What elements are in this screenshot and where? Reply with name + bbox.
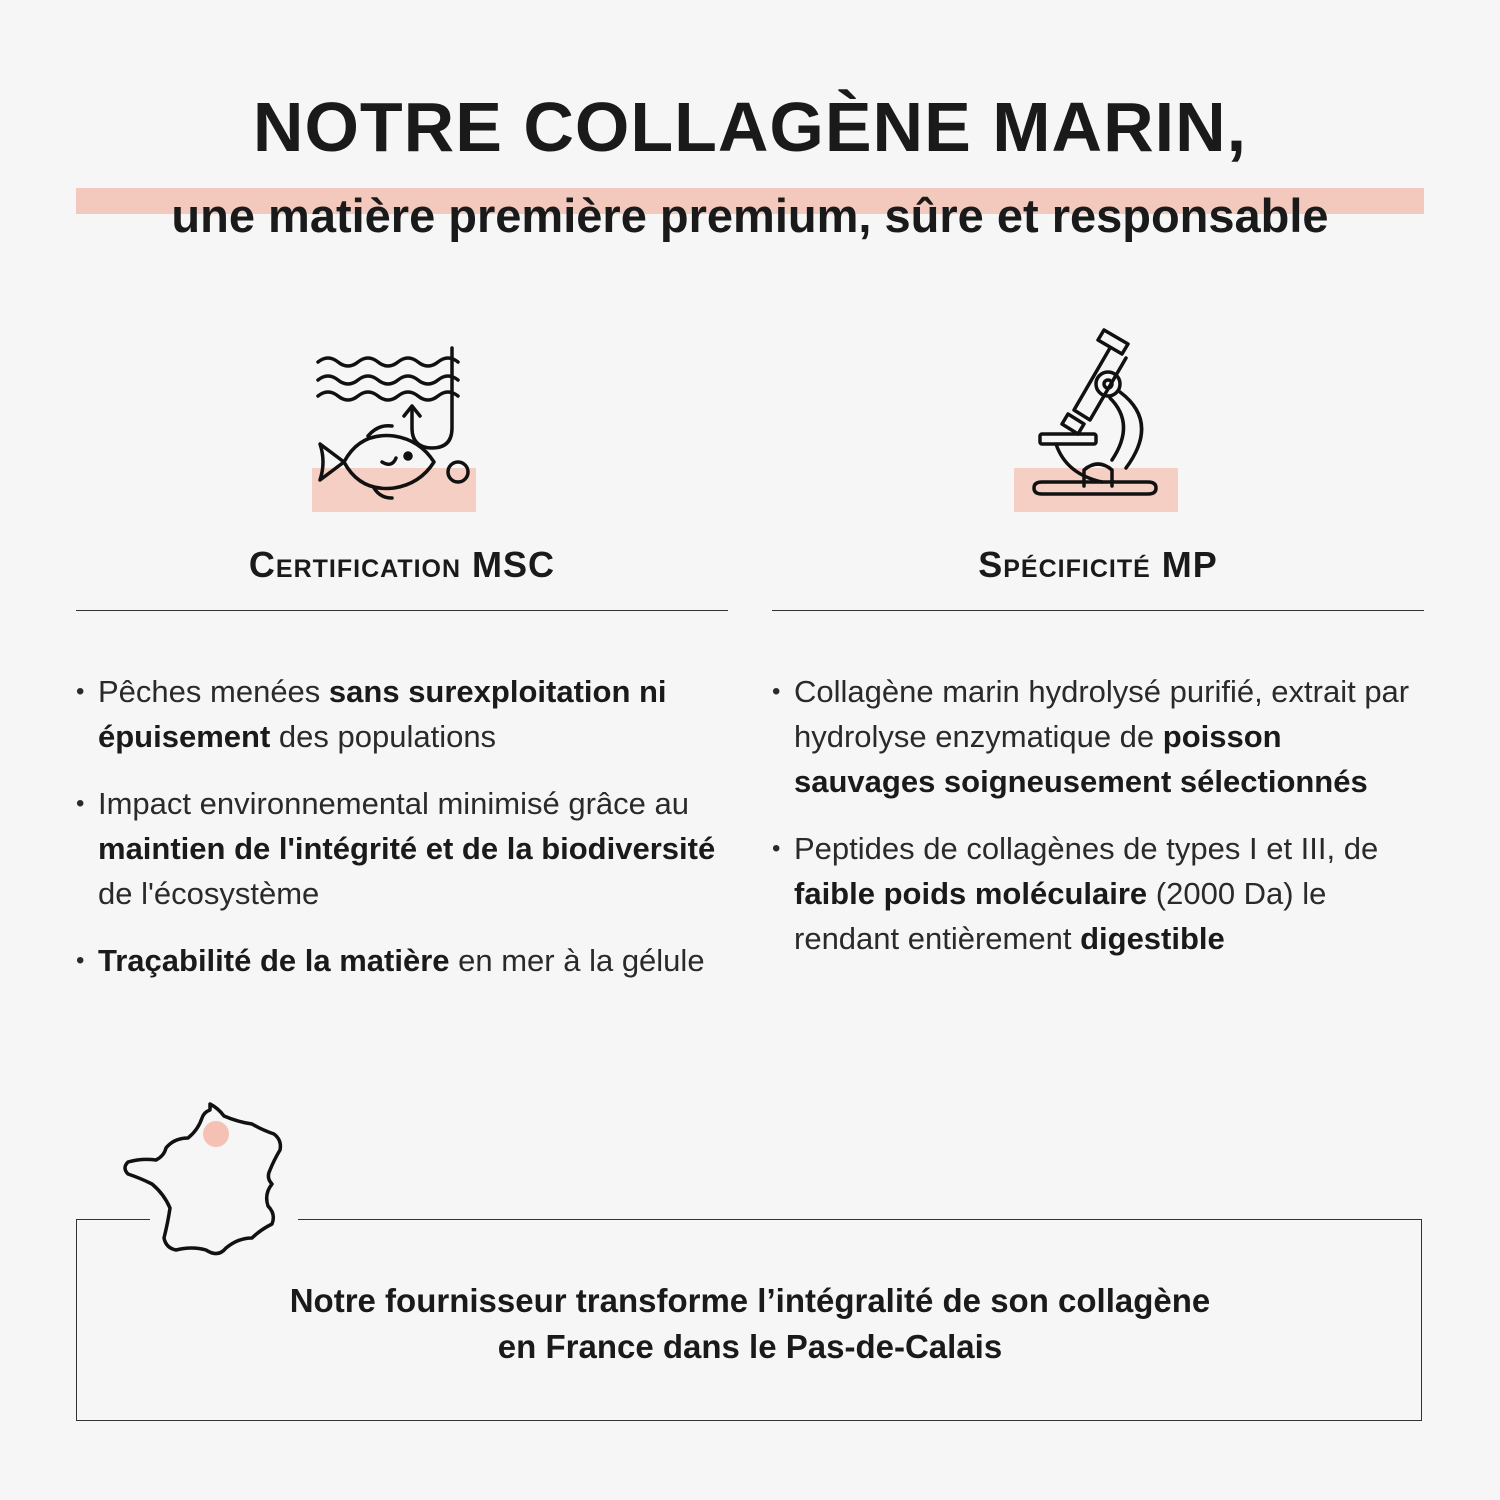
bullet-emphasis: poisson sauvages soigneusement sélectionnés	[794, 719, 1368, 799]
bullet-text: Impact environnemental minimisé grâce au	[98, 786, 689, 821]
bullet-item	[76, 781, 728, 916]
column-icon-area	[76, 320, 728, 520]
page-subtitle: une matière première premium, sûre et responsable	[171, 189, 1329, 242]
bullet-emphasis: faible poids moléculaire	[794, 876, 1148, 911]
bullet-text: de l'écosystème	[98, 876, 320, 911]
bullet-list	[772, 669, 1424, 961]
column-heading: Spécificité MP	[978, 544, 1218, 585]
column-msc	[76, 320, 728, 1005]
bullet-text: (2000 Da) le rendant entièrement	[794, 876, 1327, 956]
bullet-emphasis: digestible	[1080, 921, 1225, 956]
bullet-text: Collagène marin hydrolysé purifié, extrait par hydrolyse enzymatique de	[794, 674, 1410, 754]
bullet-emphasis: Traçabilité de la matière	[98, 943, 450, 978]
divider	[76, 610, 728, 611]
bullet-item	[76, 669, 728, 759]
bullet-text: Peptides de collagènes de types I et III, de	[794, 831, 1379, 866]
supplier-line-1: Notre fournisseur transforme l’intégralité de son collagène	[289, 1282, 1211, 1319]
bullet-text: des populations	[270, 719, 497, 754]
column-heading: Certification MSC	[248, 544, 556, 585]
bullet-item	[76, 938, 728, 983]
subtitle-block	[76, 186, 1424, 246]
bullet-emphasis: maintien de l'intégrité et de la biodiversité	[98, 831, 716, 866]
divider	[772, 610, 1424, 611]
fish-hook-waves-icon	[312, 320, 482, 510]
column-mp	[772, 320, 1424, 983]
supplier-statement	[0, 1278, 1500, 1370]
bullet-text: en mer à la gélule	[449, 943, 705, 978]
supplier-line-2: en France dans le Pas-de-Calais	[497, 1328, 1003, 1365]
bullet-item	[772, 669, 1424, 804]
page-title: NOTRE COLLAGÈNE MARIN,	[252, 88, 1248, 166]
column-icon-area	[772, 320, 1424, 520]
bullet-emphasis: sans surexploitation ni épuisement	[98, 674, 667, 754]
bullet-list	[76, 669, 728, 983]
france-map-icon	[118, 1096, 290, 1268]
microscope-icon	[1028, 320, 1168, 510]
bullet-text: Pêches menées	[98, 674, 329, 709]
bullet-item	[772, 826, 1424, 961]
